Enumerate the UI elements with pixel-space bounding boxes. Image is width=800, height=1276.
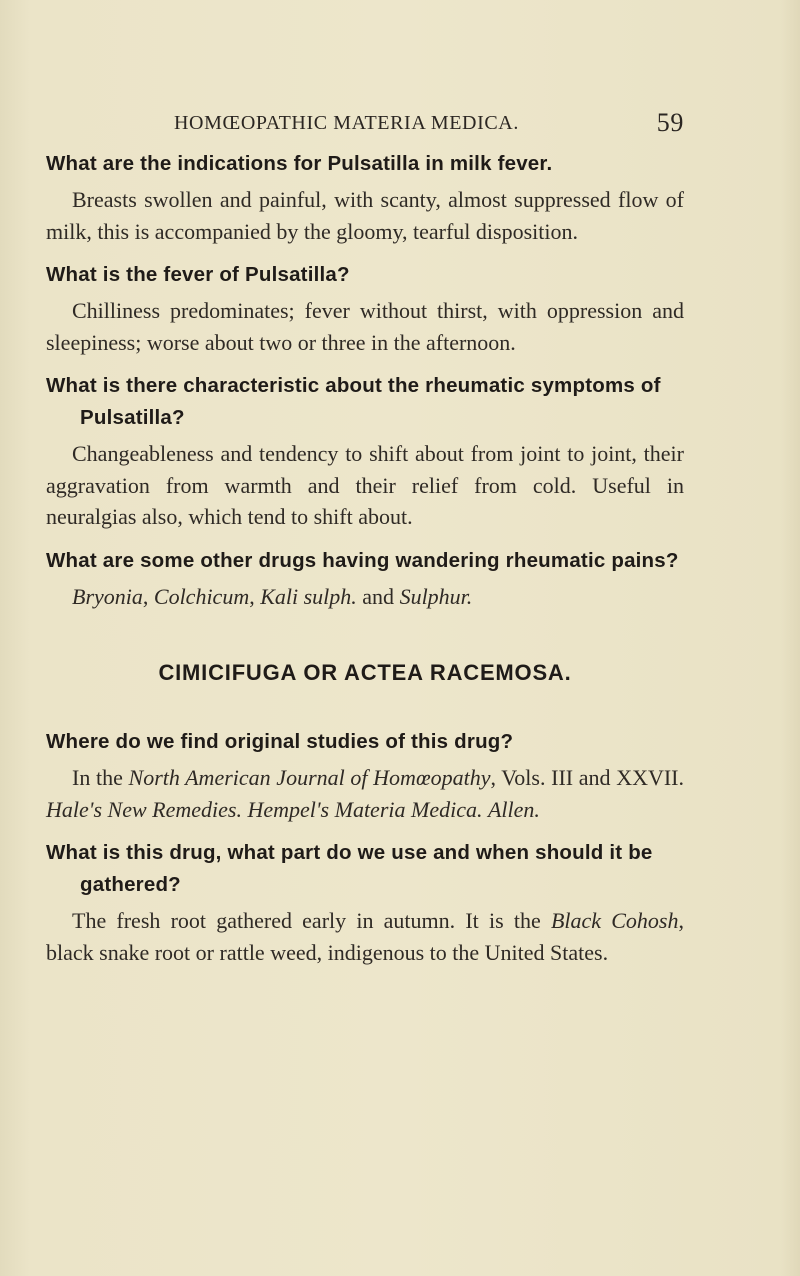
plant-name: Black Cohosh [550, 908, 679, 933]
answer: Chilliness predominates; fever without thirst, with oppression and sleepiness; worse about two or three in the afternoon. [46, 298, 684, 355]
question: What are some other drugs having wandering rheumatic pains? [46, 548, 679, 572]
reference-title: Allen. [487, 796, 540, 822]
question: What is the fever of Pulsatilla? [46, 263, 350, 286]
section-heading: CIMICIFUGA OR ACTEA RACEMOSA. [158, 660, 572, 685]
answer: Bryonia, Colchicum, Kali sulph. and Sulphur. [72, 583, 473, 609]
question: What is there characteristic about the rheumatic symptoms of Pulsatilla? [46, 374, 661, 429]
question: What are the indications for Pulsatilla in milk fever. [46, 152, 553, 175]
answer: The fresh root gathered early in autumn. It is the Black Cohosh, black snake root or rattle weed, indigenous to the United States. [46, 908, 684, 965]
page-body [46, 148, 684, 968]
question: Where do we find original studies of this drug? [46, 730, 514, 753]
reference-title: Hale's New Remedies. [46, 796, 242, 822]
answer: Breasts swollen and painful, with scanty, almost suppressed flow of milk, this is accompanied by the gloomy, tearful disposition. [46, 187, 684, 244]
running-header [174, 108, 684, 142]
reference-title: North American Journal of Homœopathy [128, 765, 491, 790]
page-number: 59 [656, 108, 684, 137]
question: What is this drug, what part do we use and when should it be gathered? [46, 841, 653, 896]
drug-name: Bryonia [72, 583, 143, 609]
answer: In the North American Journal of Homœopathy, Vols. III and XXVII. Hale's New Remedies. Hempel's Materia Medica. Allen. [46, 765, 685, 822]
answer: Changeableness and tendency to shift about from joint to joint, their aggravation from warmth and their relief from cold. Useful in neuralgias also, which tend to shift about. [46, 441, 684, 529]
running-title: HOMŒOPATHIC MATERIA MEDICA. [174, 112, 519, 134]
drug-name: Sulphur. [399, 583, 473, 609]
drug-name: Colchicum [153, 583, 250, 609]
drug-name: Kali sulph. [260, 583, 357, 609]
reference-title: Hempel's Materia Medica. [247, 796, 483, 822]
